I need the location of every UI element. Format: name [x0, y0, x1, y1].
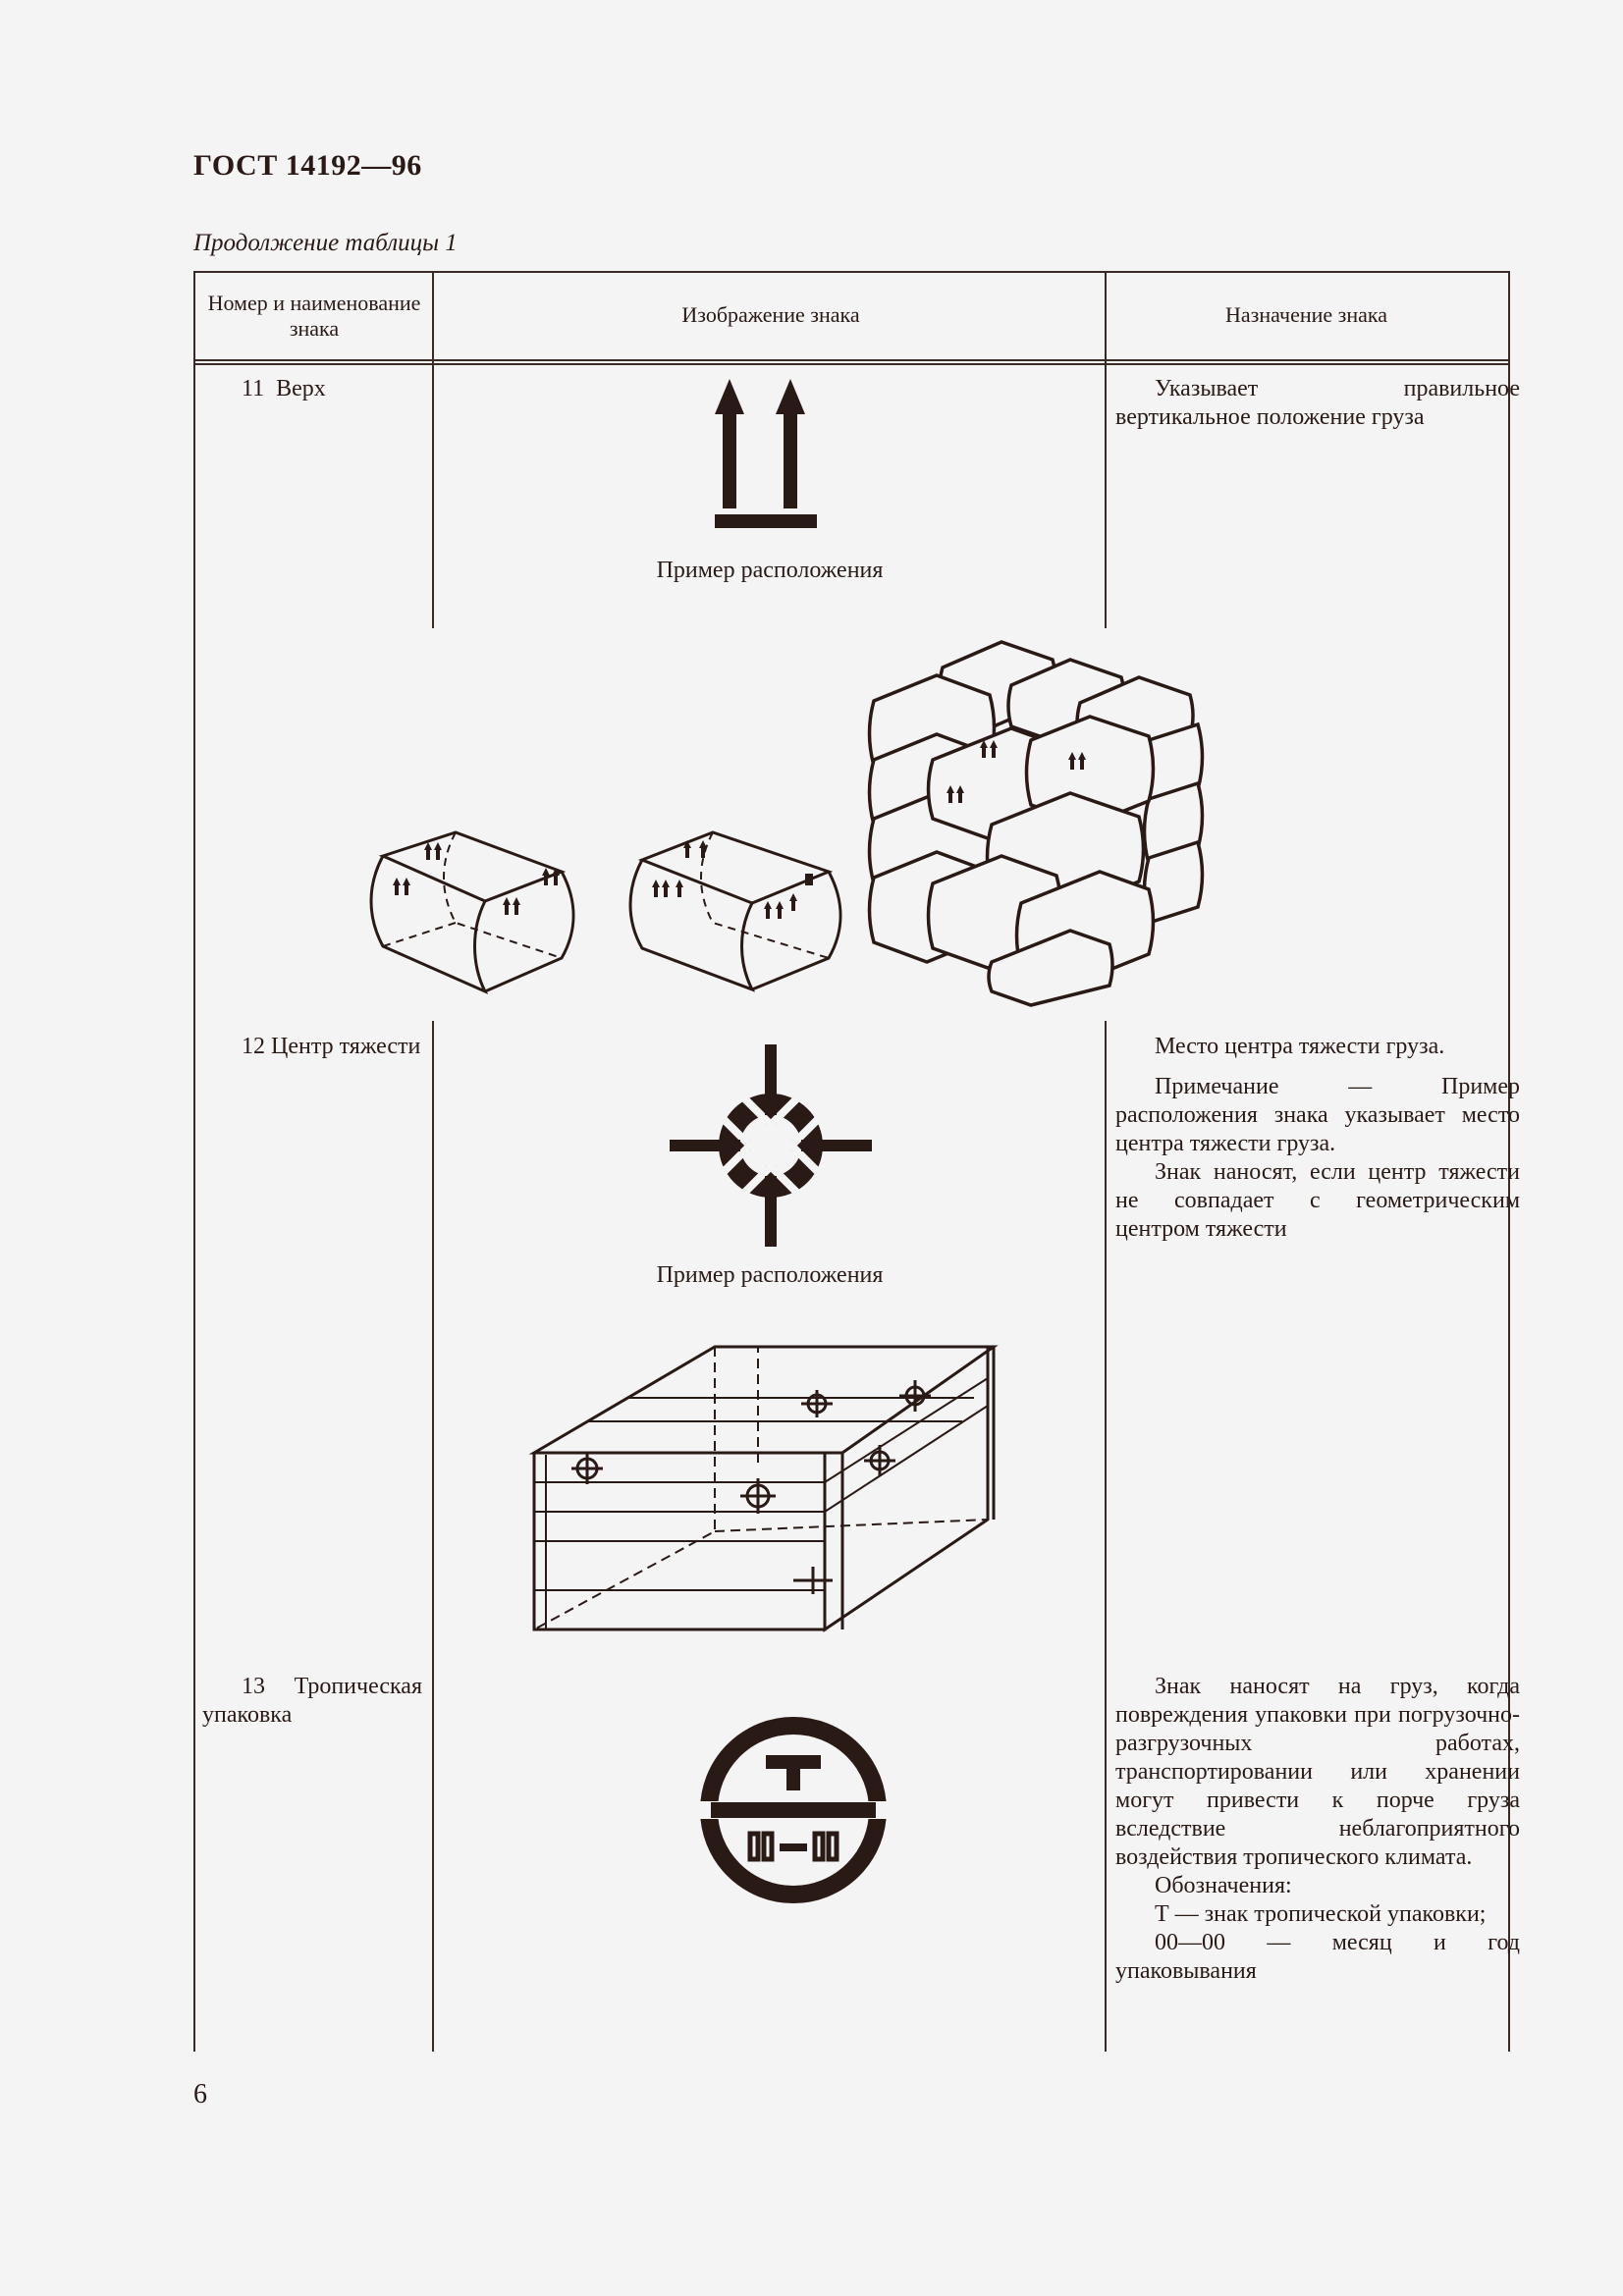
row-13-description [1115, 1673, 1520, 1986]
row-12-description-note: Примечание — Пример расположения знака указывает место центра тяжести груза. [1115, 1074, 1520, 1156]
row-12-description [1115, 1033, 1520, 1244]
page-number: 6 [193, 2079, 207, 2109]
example-box-with-up-arrows-1 [365, 827, 581, 991]
row-13-description-text: Знак наносят на груз, когда повреждения упаковки при погрузочно-разгрузочных работах, транспортировании или хранении могут привести к порче груза вследствие неблагоприятного воздействия тропического климата. [1115, 1674, 1520, 1870]
col-divider-1 [432, 271, 434, 628]
table-header-divider-2 [193, 363, 1509, 365]
center-of-gravity-sign [670, 1044, 872, 1247]
example-stacked-bales [864, 638, 1210, 1001]
tropical-sign-letter: Т [792, 1792, 794, 1793]
tropical-sign-date: 00—00 [791, 1863, 795, 1864]
row-11-caption: Пример расположения [656, 558, 884, 583]
table-continuation-label: Продолжение таблицы 1 [193, 230, 458, 256]
row-13-legend-t: Т — знак тропической упаковки; [1155, 1901, 1487, 1927]
column-header-purpose: Назначение знака [1225, 302, 1387, 327]
col-divider-2 [1105, 271, 1107, 628]
row-11-description-text: Указывает правильное вертикальное положение груза [1115, 376, 1520, 430]
row-13-name: 13 Тропическая упаковка [202, 1674, 422, 1728]
document-id: ГОСТ 14192—96 [193, 149, 422, 182]
row-13-legend-heading: Обозначения: [1155, 1873, 1292, 1898]
example-box-with-up-arrows-2 [626, 827, 844, 989]
column-header-name: Номер и наименование знака [207, 291, 421, 341]
this-way-up-sign [715, 379, 817, 528]
col-divider-1 [432, 1021, 434, 2052]
row-12-name: 12 Центр тяжести [242, 1034, 421, 1059]
col-divider-2 [1105, 1021, 1107, 2052]
row-12-caption: Пример расположения [656, 1262, 884, 1288]
table-top-border [193, 271, 1509, 273]
column-header-image: Изображение знака [681, 302, 860, 327]
table-header-divider [193, 359, 1509, 361]
row-13-legend-date: 00—00 — месяц и год упаковывания [1115, 1930, 1520, 1984]
row-11-name: 11 Верх [242, 376, 326, 401]
row-12-description-text-2: Знак наносят, если центр тяжести не совпадает с геометрическим центром тяжести [1115, 1159, 1520, 1242]
tropical-packaging-sign [699, 1716, 888, 1904]
row-11-description [1115, 375, 1520, 432]
example-crate-with-cog-marks [530, 1345, 998, 1629]
row-12-description-text-1: Место центра тяжести груза. [1155, 1034, 1445, 1059]
table-left-border [193, 271, 195, 2052]
